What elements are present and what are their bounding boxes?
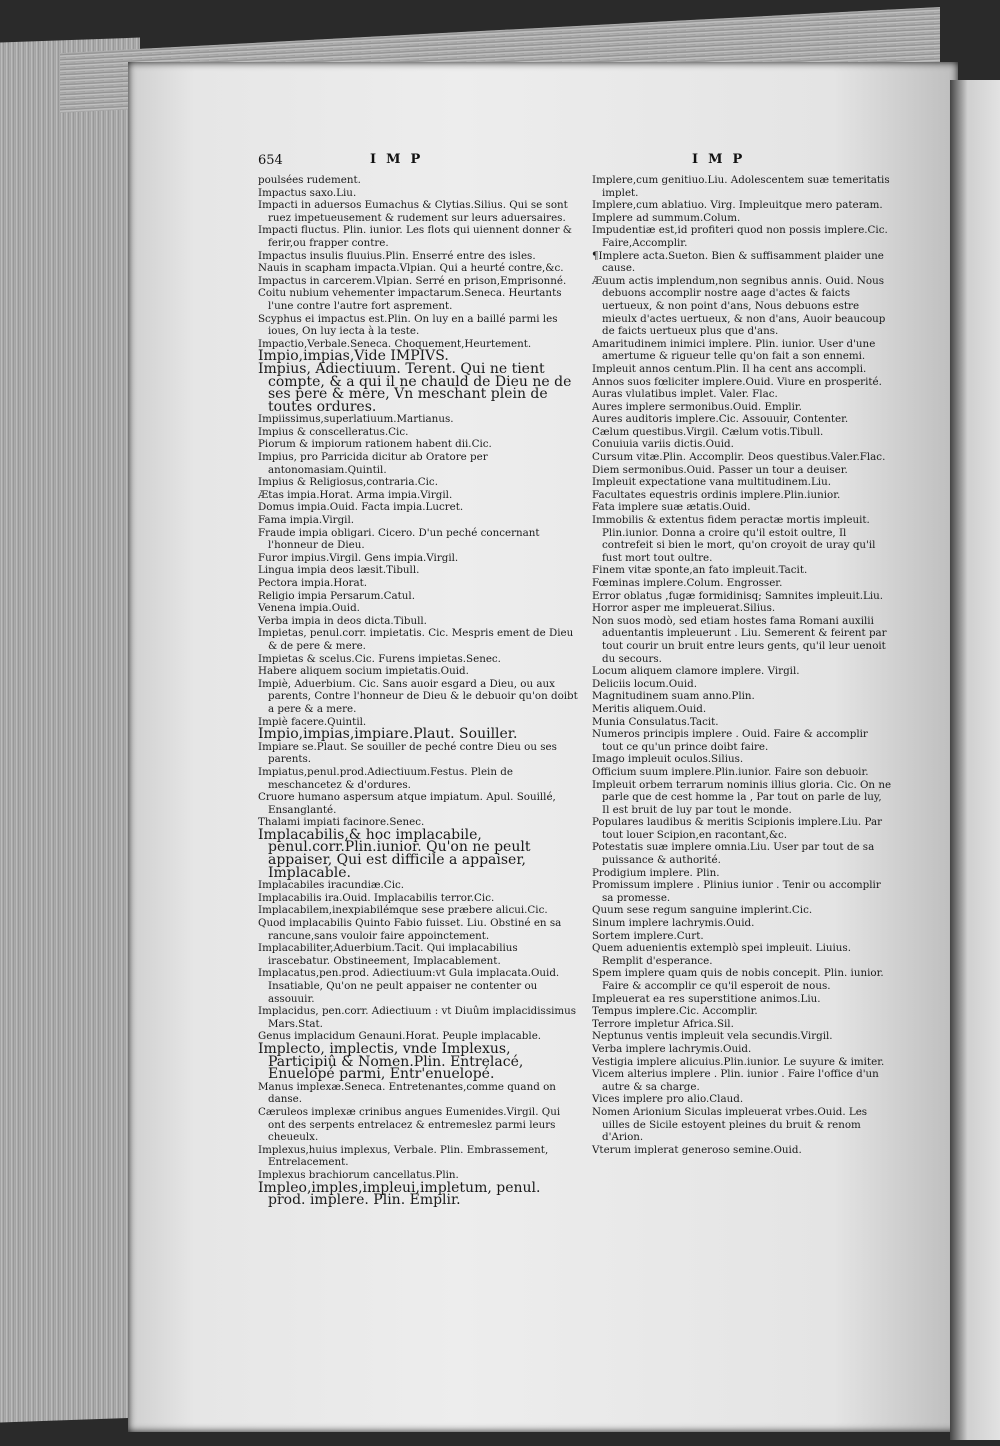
dictionary-entry: Furor impius.Virgil. Gens impia.Virgil.: [258, 551, 459, 564]
dictionary-entry: Thalami impiati facinore.Senec.: [258, 816, 425, 829]
dictionary-entry: Cælum questibus.Virgil. Cælum votis.Tibull.: [592, 425, 824, 438]
dictionary-entry: Fama impia.Virgil.: [258, 514, 355, 527]
dictionary-entry: Implere ad summum.Colum.: [592, 211, 741, 224]
dictionary-entry: Impudentiæ est,id profiteri quod non possis implere.Cic. Faire,Accomplir.: [592, 224, 888, 249]
dictionary-entry: Fraude impia obligari. Cicero. D'un peché concernant l'honneur de Dieu.: [258, 526, 540, 552]
dictionary-entry: Implexus brachiorum cancellatus.Plin.: [258, 1168, 459, 1181]
dictionary-entry: poulsées rudement.: [258, 174, 361, 186]
dictionary-entry: Religio impia Persarum.Catul.: [258, 589, 415, 602]
dictionary-entry: Spem implere quam quis de nobis concepit. Plin. iunior. Faire & accomplir ce qu'il esperoit de nous.: [592, 967, 884, 992]
dictionary-entry: Impleuerat ea res superstitione animos.Liu.: [592, 992, 821, 1005]
dictionary-entry: Immobilis & extentus fidem peractæ mortis impleuit. Plin.iunior. Donna a croire qu'il estoit oultre, Il contrefeit si bien le mort, qu'on croyoit de uray qu'il fust mort tout oultre.: [592, 514, 876, 564]
dictionary-entry: Quem aduenientis extemplò spei impleuit. Liuius. Remplit d'esperance.: [592, 942, 851, 967]
dictionary-entry: Ætas impia.Horat. Arma impia.Virgil.: [258, 488, 453, 501]
dictionary-entry: Cursum vitæ.Plin. Accomplir. Deos questibus.Valer.Flac.: [592, 451, 886, 464]
right-column: [592, 174, 892, 1156]
dictionary-entry: Implacatus,pen.prod. Adiectiuum:vt Gula implacata.Ouid. Insatiable, Qu'on ne peult appaiser ne contenter ou assouuir.: [258, 967, 560, 1005]
dictionary-entry: Manus implexæ.Seneca. Entretenantes,comme quand on danse.: [258, 1080, 556, 1106]
dictionary-entry: Verba implere lachrymis.Ouid.: [592, 1042, 752, 1055]
dictionary-entry: Impactus saxo.Liu.: [258, 186, 357, 199]
dictionary-entry: Impiissimus,superlatiuum.Martianus.: [258, 413, 454, 426]
dictionary-entry: Impietas, penul.corr. impietatis. Cic. Mespris ement de Dieu & de pere & mere.: [258, 627, 574, 652]
dictionary-entry: Impius, pro Parricida dicitur ab Oratore per antonomasiam.Quintil.: [258, 451, 488, 476]
dictionary-entry: Facultates equestris ordinis implere.Plin.iunior.: [592, 488, 841, 501]
dictionary-entry: Genus implacidum Genauni.Horat. Peuple implacable.: [258, 1030, 542, 1043]
dictionary-entry: Meritis aliquem.Ouid.: [592, 702, 707, 715]
dictionary-entry: Non suos modò, sed etiam hostes fama Romani auxilii aduentantis impleuerunt . Liu. Semerent & feirent par tout courir un bruit entre leurs gents, qu'il leur uenoit du secours.: [592, 614, 887, 665]
book-page-edges-left: [0, 38, 140, 1423]
page-number: 654: [258, 153, 283, 168]
facing-page-edge: [950, 80, 1000, 1440]
dictionary-entry: Piorum & impiorum rationem habent dii.Cic.: [258, 438, 492, 451]
dictionary-entry: Prodigium implere. Plin.: [592, 866, 720, 879]
dictionary-entry: Scyphus ei impactus est.Plin. On luy en a baillé parmi les ioues, On luy iecta à la teste.: [258, 312, 558, 338]
dictionary-entry: Vestigia implere alicuius.Plin.iunior. Le suyure & imiter.: [592, 1055, 885, 1068]
left-column: [258, 174, 578, 1207]
dictionary-entry: Implere,cum ablatiuo. Virg. Impleuitque mero pateram.: [592, 199, 883, 212]
dictionary-entry: Conuiuia variis dictis.Ouid.: [592, 438, 734, 451]
dictionary-entry: Potestatis suæ implere omnia.Liu. User par tout de sa puissance & authorité.: [592, 841, 875, 867]
dictionary-entry: Impio,impias,impiare.Plaut. Souiller.: [258, 726, 518, 743]
dictionary-entry: Munia Consulatus.Tacit.: [592, 715, 719, 728]
dictionary-entry: Domus impia.Ouid. Facta impia.Lucret.: [258, 501, 464, 514]
dictionary-entry: Nauis in scapham impacta.Vlpian. Qui a heurté contre,&c.: [258, 262, 564, 275]
dictionary-entry: Vicem alterius implere . Plin. iunior . Faire l'office d'un autre & sa charge.: [592, 1068, 879, 1093]
dictionary-entry: Verba impia in deos dicta.Tibull.: [258, 614, 427, 627]
dictionary-entry: Auras vlulatibus implet. Valer. Flac.: [592, 388, 778, 401]
dictionary-entry: Implacidus, pen.corr. Adiectiuum : vt Diuûm implacidissimus Mars.Stat.: [258, 1005, 577, 1030]
dictionary-entry: Æuum actis implendum,non segnibus annis. Ouid. Nous debuons accomplir nostre aage d'actes & faicts uertueux, & non point d'ans, Nous debuons estre mieulx d'actes uertueux, & non d'ans, Auoir beaucoup de faicts uertueux plus que d'ans.: [592, 274, 886, 338]
dictionary-entry: Officium suum implere.Plin.iunior. Faire son debuoir.: [592, 765, 869, 778]
dictionary-entry: Vterum implerat generoso semine.Ouid.: [592, 1143, 802, 1156]
dictionary-entry: Impio,impias,Vide IMPIVS.: [258, 348, 449, 365]
dictionary-entry: Implexus,huius implexus, Verbale. Plin. Embrassement, Entrelacement.: [258, 1143, 549, 1169]
dictionary-entry: Implacabiliter,Aduerbium.Tacit. Qui implacabilius irascebatur. Obstineement, Implacablement.: [258, 942, 518, 967]
dictionary-entry: Implacabilis,& hoc implacabile, penul.corr.Plin.iunior. Qu'on ne peult appaiser, Qui est difficile a appaiser, Implacable.: [258, 826, 531, 881]
dictionary-entry: ¶Implere acta.Sueton. Bien & suffisamment plaider une cause.: [592, 249, 884, 275]
dictionary-entry: Diem sermonibus.Ouid. Passer un tour a deuiser.: [592, 463, 848, 476]
dictionary-entry: Impius, Adiectiuum. Terent. Qui ne tient compte, & a qui il ne chauld de Dieu ne de ses pere & mere, Vn meschant plein de toutes ordures.: [258, 360, 572, 415]
dictionary-entry: Impiatus,penul.prod.Adiectiuum.Festus. Plein de meschancetez & d'ordures.: [258, 765, 513, 791]
dictionary-entry: Deliciis locum.Ouid.: [592, 677, 698, 690]
dictionary-entry: Impleuit orbem terrarum nominis illius gloria. Cic. On ne parle que de cest homme la , Par tout on parle de luy, Il est bruit de luy par tout le monde.: [592, 778, 892, 816]
dictionary-entry: Cæruleos implexæ crinibus angues Eumenides.Virgil. Qui ont des serpents entrelacez & entremeslez parmi leurs cheueulx.: [258, 1105, 561, 1144]
dictionary-entry: Pectora impia.Horat.: [258, 577, 368, 589]
dictionary-entry: Impleuit expectatione vana multitudinem.Liu.: [592, 476, 831, 489]
dictionary-entry: Impius & conscelleratus.Cic.: [258, 425, 409, 438]
dictionary-entry: Impiè facere.Quintil.: [258, 715, 367, 728]
dictionary-entry: Impius & Religiosus,contraria.Cic.: [258, 476, 438, 489]
dictionary-entry: Aures auditoris implere.Cic. Assouuir, Contenter.: [592, 413, 849, 426]
dictionary-entry: Fata implere suæ ætatis.Ouid.: [592, 501, 751, 514]
dictionary-entry: Lingua impia deos læsit.Tibull.: [258, 564, 420, 577]
dictionary-entry: Neptunus ventis impleuit vela secundis.Virgil.: [592, 1030, 833, 1043]
dictionary-entry: Sortem implere.Curt.: [592, 929, 704, 942]
dictionary-entry: Impactio,Verbale.Seneca. Choquement,Heurtement.: [258, 337, 532, 350]
dictionary-entry: Impietas & scelus.Cic. Furens impietas.Senec.: [258, 652, 501, 665]
dictionary-entry: Populares laudibus & meritis Scipionis implere.Liu. Par tout louer Scipion,en racontant,&c.: [592, 816, 883, 841]
running-header-left: IMP: [370, 152, 431, 167]
dictionary-entry: Habere aliquem socium impietatis.Ouid.: [258, 665, 469, 678]
dictionary-entry: Impactus in carcerem.Vlpian. Serré en prison,Emprisonné.: [258, 274, 567, 287]
dictionary-entry: Impacti in aduersos Eumachus & Clytias.Silius. Qui se sont ruez impetueusement & rudement sur leurs aduersaires.: [258, 199, 568, 224]
dictionary-entry: Annos suos fœliciter implere.Ouid. Viure en prosperité.: [592, 375, 882, 388]
dictionary-entry: Promissum implere . Plinius iunior . Tenir ou accomplir sa promesse.: [592, 879, 881, 904]
dictionary-entry: Horror asper me impleuerat.Silius.: [592, 602, 776, 615]
dictionary-entry: Terrore impletur Africa.Sil.: [592, 1017, 734, 1030]
dictionary-entry: Cruore humano aspersum atque impiatum. Apul. Souillé, Ensanglanté.: [258, 791, 556, 816]
dictionary-entry: Sinum implere lachrymis.Ouid.: [592, 917, 755, 930]
dictionary-entry: Locum aliquem clamore implere. Virgil.: [592, 665, 800, 678]
dictionary-entry: Error oblatus ,fugæ formidinisq; Samnites impleuit.Liu.: [592, 589, 884, 602]
dictionary-entry: Impactus insulis fluuius.Plin. Enserré entre des isles.: [258, 249, 536, 262]
dictionary-entry: Finem vitæ sponte,an fato impleuit.Tacit.: [592, 564, 808, 577]
dictionary-entry: Implacabilem,inexpiabilémque sese præbere alicui.Cic.: [258, 904, 548, 917]
dictionary-entry: Coitu nubium vehementer impactarum.Seneca. Heurtants l'une contre l'autre fort asprement.: [258, 287, 562, 312]
dictionary-entry: Impiè, Aduerbium. Cic. Sans auoir esgard a Dieu, ou aux parents, Contre l'honneur de Dieu & le debuoir qu'on doibt a pere & a mere.: [258, 677, 578, 715]
dictionary-entry: Tempus implere.Cic. Accomplir.: [592, 1005, 758, 1018]
dictionary-entry: Imago impleuit oculos.Silius.: [592, 753, 744, 766]
dictionary-entry: Impacti fluctus. Plin. iunior. Les flots qui uiennent donner & ferir,ou frapper contre.: [258, 224, 572, 249]
dictionary-entry: Quod implacabilis Quinto Fabio fuisset. Liu. Obstiné en sa rancune,sans vouloir faire appoinctement.: [258, 917, 562, 942]
dictionary-entry: Vices implere pro alio.Claud.: [592, 1093, 744, 1106]
dictionary-entry: Fœminas implere.Colum. Engrosser.: [592, 577, 783, 589]
dictionary-entry: Magnitudinem suam anno.Plin.: [592, 690, 755, 703]
dictionary-entry: Implere,cum genitiuo.Liu. Adolescentem suæ temeritatis implet.: [592, 174, 890, 199]
dictionary-entry: Implacabiles iracundiæ.Cic.: [258, 879, 405, 892]
dictionary-entry: Aures implere sermonibus.Ouid. Emplir.: [592, 400, 802, 413]
dictionary-entry: Impleuit annos centum.Plin. Il ha cent ans accompli.: [592, 362, 867, 375]
dictionary-entry: Amaritudinem inimici implere. Plin. iunior. User d'une amertume & rigueur telle qu'on fait a son ennemi.: [592, 337, 876, 363]
dictionary-entry: Nomen Arionium Siculas impleuerat vrbes.Ouid. Les uilles de Sicile estoyent pleines du bruit & renom d'Arion.: [592, 1105, 868, 1144]
dictionary-entry: Implecto, implectis, vnde Implexus, Participiû & Nomen.Plin. Entrelacé, Enuelopé parmi, Entr'enuelopé.: [258, 1040, 524, 1083]
dictionary-entry: Numeros principis implere . Ouid. Faire & accomplir tout ce qu'un prince doibt faire.: [592, 728, 868, 753]
dictionary-entry: Impleo,imples,impleui,impletum, penul. prod. implere. Plin. Emplir.: [258, 1179, 541, 1209]
dictionary-entry: Quum sese regum sanguine implerint.Cic.: [592, 904, 813, 917]
dictionary-entry: Impiare se.Plaut. Se souiller de peché contre Dieu ou ses parents.: [258, 740, 557, 766]
dictionary-entry: Implacabilis ira.Ouid. Implacabilis terror.Cic.: [258, 891, 495, 904]
dictionary-entry: Venena impia.Ouid.: [258, 602, 360, 615]
running-header-right: IMP: [692, 152, 753, 167]
